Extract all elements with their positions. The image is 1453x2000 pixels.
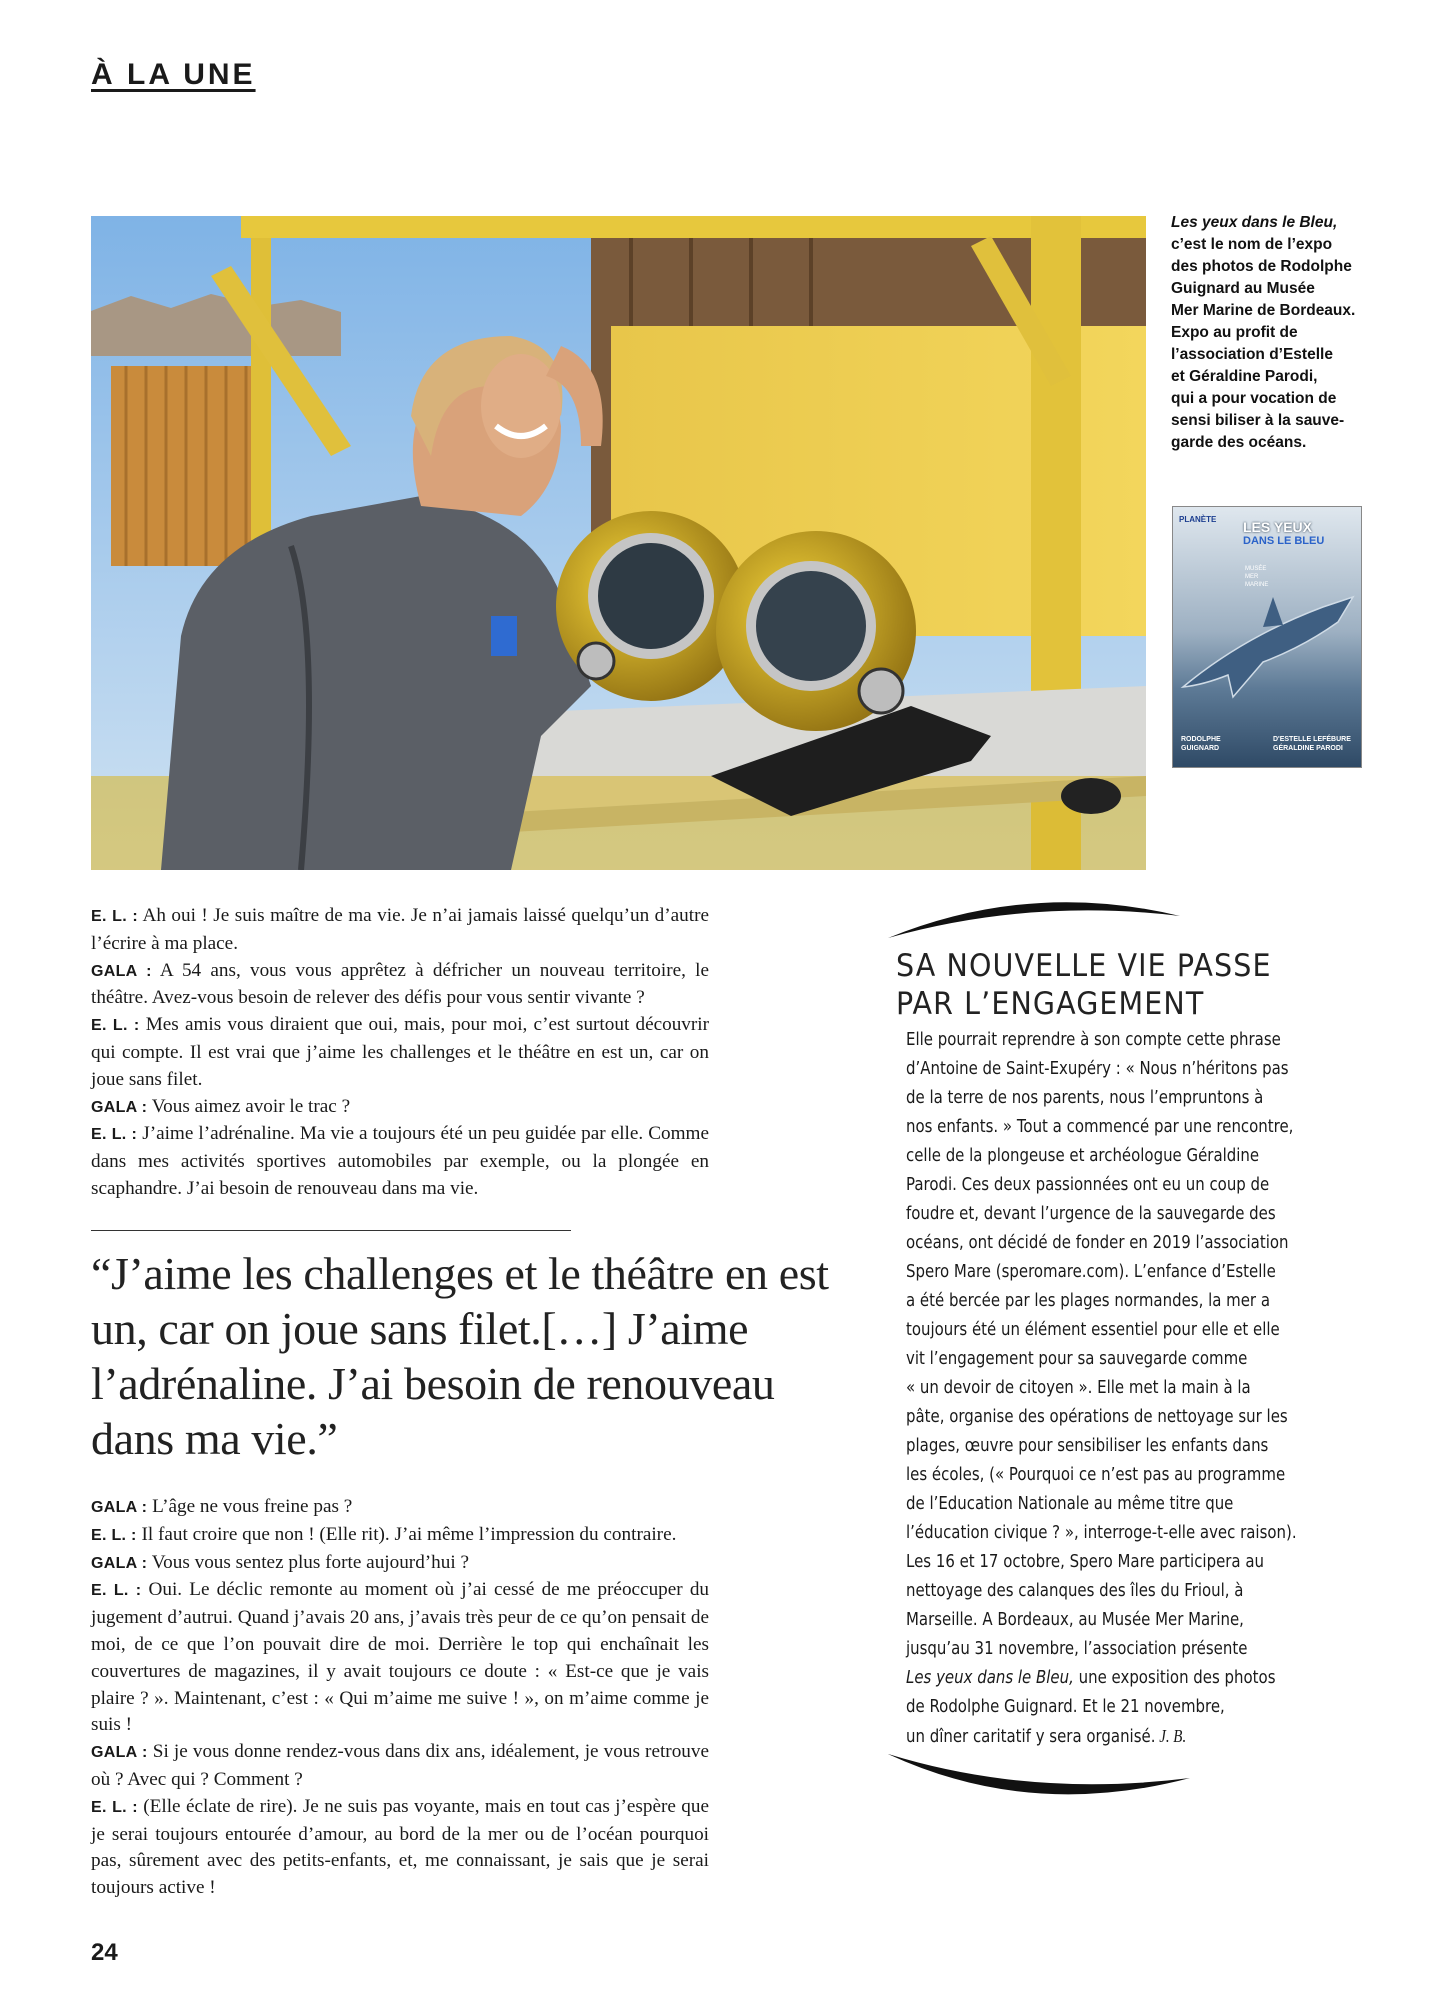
caption-line: garde des océans.	[1171, 434, 1307, 451]
speaker-label: E. L. :	[91, 1798, 138, 1816]
answer-text: Ah oui ! Je suis maître de ma vie. Je n’ai jamais laissé quelqu’un d’autre l’écrire à ma place.	[91, 905, 709, 954]
answer-text: Mes amis vous diraient que oui, mais, pour moi, c’est surtout découvrir qui compte. Il est vrai que j’aime les challenges et le théâtre en est un, car on joue sans filet.	[91, 1014, 710, 1090]
sidebar-bottom-arc	[880, 1748, 1200, 1808]
sidebar-line: les écoles, (« Pourquoi ce n’est pas au programme	[906, 1465, 1286, 1485]
question-text: Si je vous donne rendez-vous dans dix ans, idéalement, je vous retrouve où ? Avec qui ? Comment ?	[91, 1741, 709, 1790]
shark-illustration	[1173, 567, 1361, 717]
poster-title: LES YEUX	[1243, 519, 1312, 535]
answer-text: (Elle éclate de rire). Je ne suis pas voyante, mais en tout cas j’espère que je serai toujours entourée d’amour, au bord de la mer ou de l’océan pourquoi pas, sûrement avec des petits-enfants, et, me connaissant, je sais que je serai toujours active !	[91, 1795, 710, 1899]
sidebar-line: Elle pourrait reprendre à son compte cette phrase	[906, 1030, 1281, 1050]
answer-text: J’aime l’adrénaline. Ma vie a toujours été un peu guidée par elle. Comme dans mes activités sportives automobiles par exemple, ou la plongée en scaphandre. J’ai besoin de renouveau dans ma vie.	[91, 1123, 709, 1199]
pull-quote: “J’aime les challenges et le théâtre en est un, car on joue sans filet.[…] J’aime l’adrénaline. J’ai besoin de renouveau dans ma vie.”	[91, 1248, 829, 1464]
interview-paragraph	[91, 1121, 709, 1202]
answer-text: Il faut croire que non ! (Elle rit). J’ai même l’impression du contraire.	[136, 1523, 677, 1545]
author-signature: J. B.	[1155, 1726, 1187, 1746]
sidebar-line: Marseille. A Bordeaux, au Musée Mer Marine,	[906, 1610, 1244, 1630]
page-number: 24	[91, 1939, 118, 1966]
photo-caption	[1171, 212, 1371, 454]
caption-line: sensi biliser à la sauve-	[1171, 412, 1345, 429]
sidebar-line-text: une exposition des photos	[1073, 1668, 1276, 1688]
speaker-label: E. L. :	[91, 1582, 142, 1600]
answer-text: Oui. Le déclic remonte au moment où j’ai cessé de me préoccuper du jugement d’autrui. Quand j’avais 20 ans, j’avais très peur de ce qu’on pensait de moi, de ce que l’on pouvait dire de moi. Derrière le top qui enchaînait les couvertures de magazines, il y avait toujours ce doute : « Est-ce que je vais plaire ? ». Maintenant, c’est : « Qui m’aime me suive ! », on m’aime comme je suis !	[91, 1579, 710, 1736]
sidebar-line: celle de la plongeuse et archéologue Géraldine	[906, 1146, 1260, 1166]
interview-paragraph	[91, 958, 709, 1013]
sidebar-line: Les 16 et 17 octobre, Spero Mare participera au	[906, 1552, 1264, 1572]
sidebar-line: Spero Mare (speromare.com). L’enfance d’Estelle	[906, 1262, 1276, 1282]
sidebar-line: toujours été un élément essentiel pour elle et elle	[906, 1320, 1280, 1340]
poster-right-credit: D'ESTELLE LEFÉBURE GÉRALDINE PARODI	[1273, 736, 1351, 752]
question-text: L’âge ne vous freine pas ?	[147, 1496, 353, 1517]
sidebar-line: nettoyage des calanques des îles du Frioul, à	[906, 1581, 1244, 1601]
interview-paragraph	[91, 1739, 709, 1794]
speaker-label: GALA :	[91, 1744, 148, 1762]
sidebar-title-line: PAR L’ENGAGEMENT	[896, 986, 1205, 1022]
sidebar-line: plages, œuvre pour sensibiliser les enfants dans	[906, 1436, 1269, 1456]
sidebar-title	[896, 947, 1273, 1023]
speaker-label: E. L. :	[91, 1126, 138, 1144]
sidebar-line: l’éducation civique ? », interroge-t-elle avec raison).	[906, 1523, 1297, 1543]
interview-bottom	[91, 1494, 709, 1902]
sidebar-line: océans, ont décidé de fonder en 2019 l’association	[906, 1233, 1289, 1253]
interview-paragraph	[91, 903, 709, 958]
caption-italic-lead: Les yeux dans le Bleu,	[1171, 214, 1338, 231]
sidebar-line: a été bercée par les plages normandes, la mer a	[906, 1291, 1270, 1311]
interview-top	[91, 903, 709, 1203]
caption-line: Mer Marine de Bordeaux.	[1171, 302, 1356, 319]
poster-left-credit: RODOLPHE GUIGNARD	[1181, 736, 1221, 752]
question-text: A 54 ans, vous vous apprêtez à défricher un nouveau territoire, le théâtre. Avez-vous besoin de relever des défis pour vous sentir vivante ?	[91, 959, 709, 1009]
sidebar-line: pâte, organise des opérations de nettoyage sur les	[906, 1407, 1288, 1427]
caption-line: Guignard au Musée	[1171, 280, 1315, 297]
sidebar-line-text: un dîner caritatif y sera organisé.	[906, 1727, 1156, 1747]
sidebar-line: Parodi. Ces deux passionnées ont eu un coup de	[906, 1175, 1270, 1195]
caption-line: Expo au profit de	[1171, 324, 1298, 341]
caption-line: qui a pour vocation de	[1171, 390, 1337, 407]
speaker-label: E. L. :	[91, 1526, 137, 1544]
poster-museum: MUSÉE MER MARINE	[1245, 566, 1269, 588]
main-photo	[91, 216, 1146, 870]
sidebar-line: jusqu’au 31 novembre, l’association présente	[906, 1639, 1248, 1659]
sidebar-line: « un devoir de citoyen ». Elle met la main à la	[906, 1378, 1251, 1398]
caption-line: et Géraldine Parodi,	[1171, 368, 1318, 385]
sidebar-top-arc	[880, 890, 1200, 950]
sidebar-line: nos enfants. » Tout a commencé par une rencontre,	[906, 1117, 1294, 1137]
sidebar-line: de la terre de nos parents, nous l’empruntons à	[906, 1088, 1264, 1108]
interview-paragraph	[91, 1012, 709, 1093]
interview-paragraph	[91, 1522, 709, 1550]
speaker-label: GALA :	[91, 1499, 148, 1516]
sidebar-title-line: SA NOUVELLE VIE PASSE	[896, 948, 1272, 984]
exhibition-title: Les yeux dans le Bleu,	[906, 1668, 1074, 1688]
caption-line: des photos de Rodolphe	[1171, 258, 1352, 275]
photo-illustration	[91, 216, 1146, 870]
speaker-label: E. L. :	[91, 908, 139, 925]
question-text: Vous aimez avoir le trac ?	[147, 1095, 351, 1117]
interview-paragraph	[91, 1094, 709, 1122]
speaker-label: GALA :	[91, 1554, 148, 1572]
divider-line	[91, 1230, 571, 1231]
exhibition-poster	[1172, 506, 1362, 768]
section-label: À LA UNE	[91, 58, 256, 91]
sidebar-line: de Rodolphe Guignard. Et le 21 novembre,	[906, 1697, 1225, 1717]
speaker-label: GALA :	[91, 962, 152, 980]
caption-line: l’association d’Estelle	[1171, 346, 1333, 363]
caption-line: c’est le nom de l’expo	[1171, 236, 1333, 253]
sidebar-line: d’Antoine de Saint-Exupéry : « Nous n’héritons pas	[906, 1059, 1289, 1079]
question-text: Vous vous sentez plus forte aujourd’hui ?	[147, 1551, 470, 1573]
sidebar-line: vit l’engagement pour sa sauvegarde comme	[906, 1349, 1248, 1369]
sidebar-line: de l’Education Nationale au même titre que	[906, 1494, 1234, 1514]
interview-paragraph	[91, 1550, 709, 1578]
interview-paragraph	[91, 1794, 709, 1902]
sidebar-line: foudre et, devant l’urgence de la sauvegarde des	[906, 1204, 1276, 1224]
speaker-label: E. L. :	[91, 1017, 140, 1035]
interview-paragraph	[91, 1577, 709, 1739]
sidebar-line	[906, 1664, 1276, 1693]
sidebar-body	[906, 1026, 1297, 1752]
interview-paragraph	[91, 1494, 709, 1522]
poster-subtitle: DANS LE BLEU	[1243, 535, 1325, 547]
speaker-label: GALA :	[91, 1098, 148, 1116]
poster-brand: PLANÈTE	[1179, 515, 1217, 524]
